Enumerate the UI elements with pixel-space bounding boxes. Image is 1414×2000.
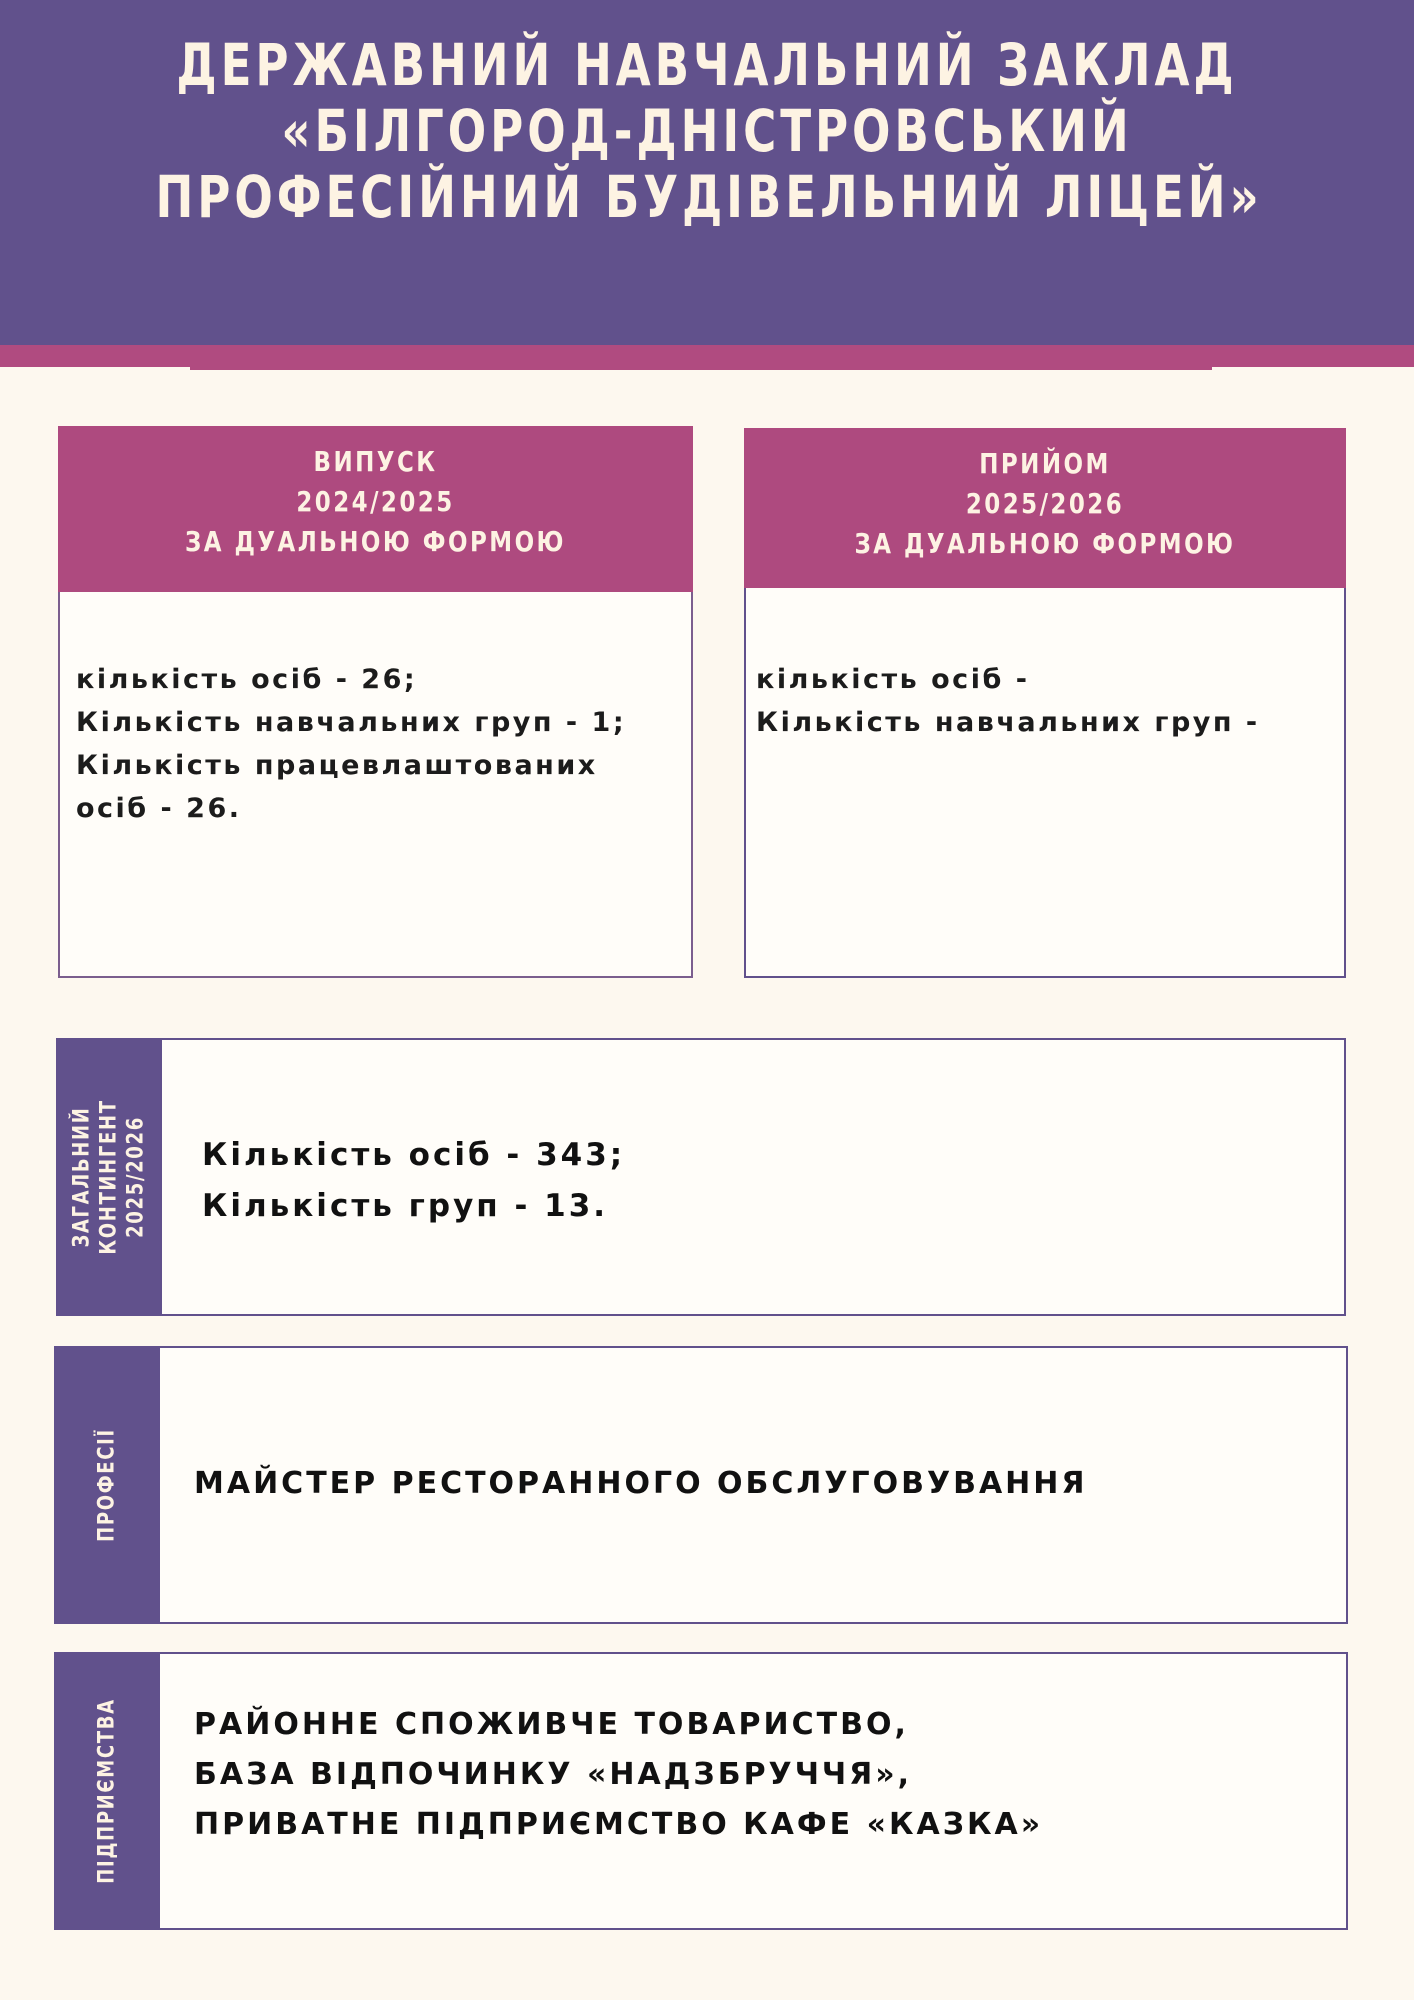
enterprise-line: РАЙОННЕ СПОЖИВЧЕ ТОВАРИСТВО, xyxy=(194,1707,909,1742)
enterprises-row xyxy=(54,1652,1348,1930)
heading-line: ЗА ДУАЛЬНОЮ ФОРМОЮ xyxy=(185,525,566,558)
admission-card-heading xyxy=(744,428,1346,588)
graduation-card-heading xyxy=(58,426,693,592)
enterprise-line: БАЗА ВІДПОЧИНКУ «НАДЗБРУЧЧЯ», xyxy=(194,1757,913,1792)
enterprises-text xyxy=(194,1700,1326,1850)
admission-card xyxy=(744,428,1346,978)
side-label-line: ЗАГАЛЬНИЙ xyxy=(69,1106,95,1248)
contingent-line: Кількість груп - 13. xyxy=(202,1188,609,1224)
contingent-row xyxy=(56,1038,1346,1316)
contingent-side-panel xyxy=(56,1038,162,1316)
professions-row xyxy=(54,1346,1348,1624)
enterprises-side-label xyxy=(94,1678,121,1904)
side-label-line: ПІДПРИЄМСТВА xyxy=(94,1698,120,1884)
heading-line: ЗА ДУАЛЬНОЮ ФОРМОЮ xyxy=(854,527,1236,560)
admission-line: кількість осіб - xyxy=(756,664,1030,695)
profession-line: МАЙСТЕР РЕСТОРАННОГО ОБСЛУГОВУВАННЯ xyxy=(194,1466,1088,1501)
title-line: ПРОФЕСІЙНИЙ БУДІВЕЛЬНИЙ ЛІЦЕЙ» xyxy=(155,163,1263,231)
heading-line: 2024/2025 xyxy=(296,485,455,518)
side-label-line: 2025/2026 xyxy=(123,1116,149,1238)
page-title xyxy=(155,31,1263,231)
heading-line: ВИПУСК xyxy=(313,445,438,478)
heading-line: 2025/2026 xyxy=(965,487,1125,520)
header-underline xyxy=(190,367,1212,370)
graduation-card-body xyxy=(76,658,681,830)
header-stripe xyxy=(0,345,1414,367)
enterprise-line: ПРИВАТНЕ ПІДПРИЄМСТВО КАФЕ «КАЗКА» xyxy=(194,1807,1044,1842)
title-line: ДЕРЖАВНИЙ НАВЧАЛЬНИЙ ЗАКЛАД xyxy=(176,31,1238,99)
contingent-line: Кількість осіб - 343; xyxy=(202,1137,626,1173)
side-label-line: КОНТИНГЕНТ xyxy=(96,1099,122,1255)
graduation-line: кількість осіб - 26; xyxy=(76,664,418,695)
graduation-line: Кількість навчальних груп - 1; xyxy=(76,707,627,738)
header-banner xyxy=(0,0,1414,345)
admission-card-body xyxy=(756,658,1334,744)
title-line: «БІЛГОРОД-ДНІСТРОВСЬКИЙ xyxy=(281,97,1133,165)
side-label-line: ПРОФЕСІЇ xyxy=(94,1428,120,1542)
graduation-card xyxy=(58,426,693,978)
graduation-line: Кількість працевлаштованих xyxy=(76,750,598,781)
contingent-side-label xyxy=(69,1082,150,1271)
enterprises-side-panel xyxy=(54,1652,160,1930)
heading-line: ПРИЙОМ xyxy=(979,447,1111,480)
professions-text xyxy=(194,1462,1326,1506)
graduation-line: осіб - 26. xyxy=(76,793,242,824)
professions-side-label xyxy=(94,1416,121,1555)
professions-side-panel xyxy=(54,1346,160,1624)
contingent-text xyxy=(202,1130,1324,1232)
admission-line: Кількість навчальних груп - xyxy=(756,707,1260,738)
